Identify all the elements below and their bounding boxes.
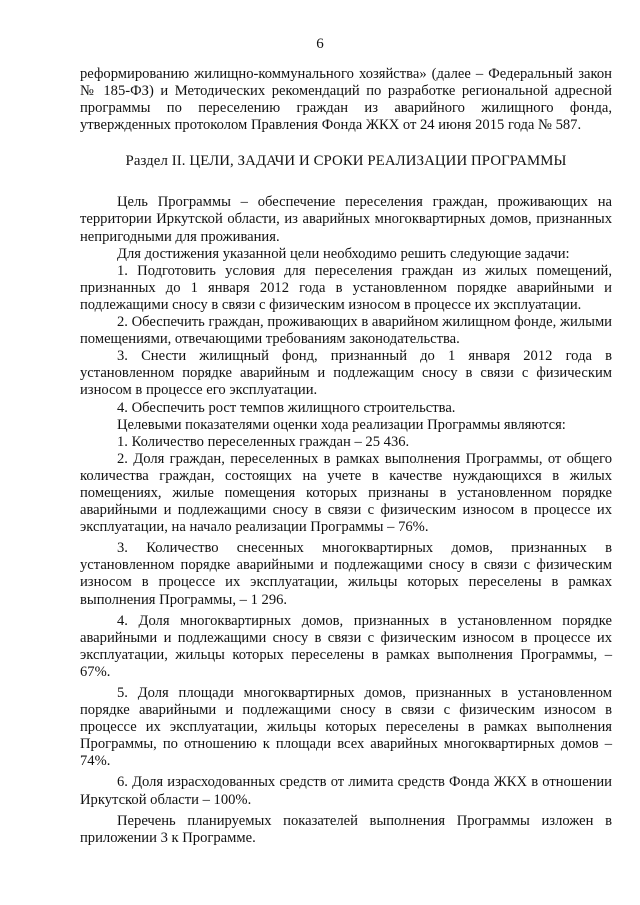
goal-paragraph: Цель Программы – обеспечение переселения граждан, проживающих на территории Иркутской области, из аварийных многоквартирных домов, признанных непригодными для проживания.: [80, 194, 612, 245]
indicator-item: 2. Доля граждан, переселенных в рамках выполнения Программы, от общего количества граждан, состоящих на учете в качестве нуждающихся в жилых помещениях, жилые помещения которых признаны в установленном порядке аварийными и подлежащими сносу в связи с физическим износом в процессе их эксплуатации, на начало реализации Программы – 76%.: [80, 450, 612, 536]
intro-paragraph: реформированию жилищно-коммунального хозяйства» (далее – Федеральный закон № 185-ФЗ) и Методических рекомендаций по разработке региональной адресной программы по переселению граждан из аварийного жилищного фонда, утвержденных протоколом Правления Фонда ЖКХ от 24 июня 2015 года № 587.: [80, 66, 612, 134]
indicator-item: 6. Доля израсходованных средств от лимита средств Фонда ЖКХ в отношении Иркутской области – 100%.: [80, 774, 612, 808]
page-number: 6: [316, 36, 324, 52]
indicator-item: 3. Количество снесенных многоквартирных домов, признанных в установленном порядке аварийными и подлежащими сносу в связи с физическим износом в процессе их эксплуатации, жильцы которых переселены в рамках выполнения Программы, – 1 296.: [80, 540, 612, 608]
closing-paragraph: Перечень планируемых показателей выполнения Программы изложен в приложении 3 к Программе.: [80, 812, 612, 846]
task-item: 2. Обеспечить граждан, проживающих в аварийном жилищном фонде, жилыми помещениями, отвечающими требованиям законодательства.: [80, 314, 612, 348]
document-body: [80, 66, 612, 847]
indicators-intro: Целевыми показателями оценки хода реализации Программы являются:: [117, 416, 566, 433]
indicator-item: 4. Доля многоквартирных домов, признанных в установленном порядке аварийными и подлежащими сносу в связи с физическим износом в процессе их эксплуатации, жильцы которых переселены в рамках выполнения Программы, – 67%.: [80, 612, 612, 680]
indicator-item: 1. Количество переселенных граждан – 25 436.: [117, 433, 410, 450]
task-item: 3. Снести жилищный фонд, признанный до 1 января 2012 года в установленном порядке аварийным и подлежащим сносу в связи с физическим износом в процессе его эксплуатации.: [80, 348, 612, 399]
section-heading: Раздел II. ЦЕЛИ, ЗАДАЧИ И СРОКИ РЕАЛИЗАЦИИ ПРОГРАММЫ: [125, 153, 567, 170]
task-item: 4. Обеспечить рост темпов жилищного строительства.: [117, 399, 456, 416]
indicator-item: 5. Доля площади многоквартирных домов, признанных в установленном порядке аварийными и подлежащими сносу в связи с физическим износом в процессе их эксплуатации, жильцы которых переселены в рамках выполнения Программы, по отношению к площади всех аварийных многоквартирных домов – 74%.: [80, 685, 612, 770]
task-item: 1. Подготовить условия для переселения граждан из жилых помещений, признанных до 1 января 2012 года в установленном порядке аварийными и подлежащими сносу в связи с физическим износом в процессе их эксплуатации.: [80, 262, 612, 313]
tasks-intro: Для достижения указанной цели необходимо решить следующие задачи:: [117, 245, 570, 262]
